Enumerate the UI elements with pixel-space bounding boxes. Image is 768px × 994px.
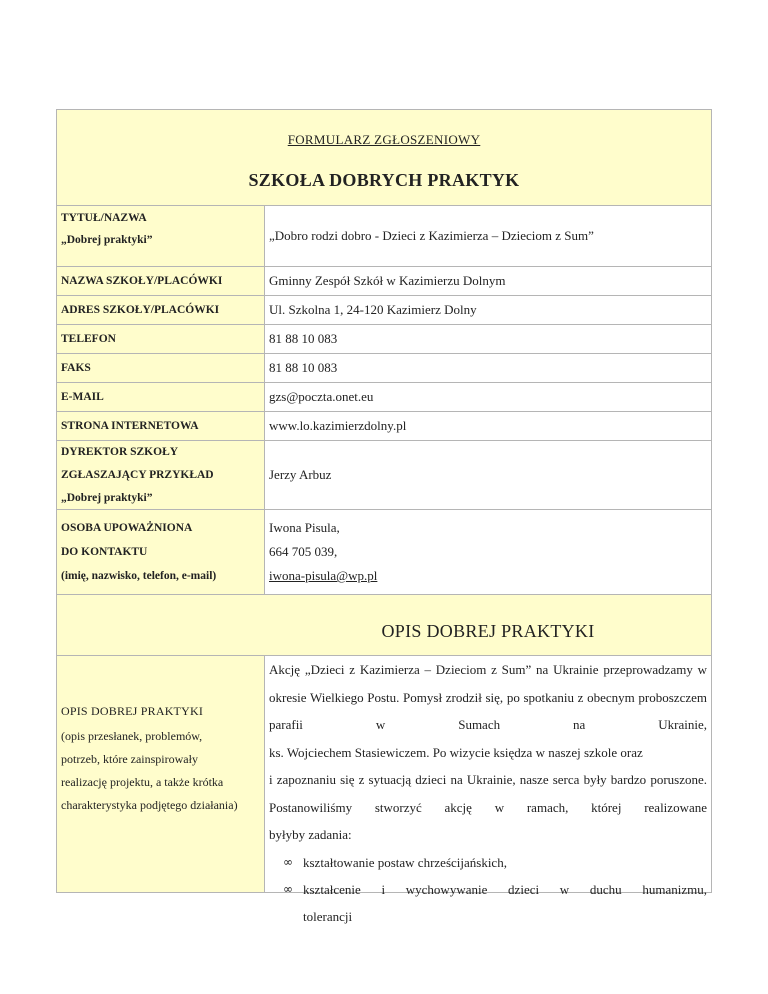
row-school-name-label: NAZWA SZKOŁY/PLACÓWKI	[57, 267, 265, 295]
label-line: realizację projektu, a także krótka	[61, 775, 224, 789]
list-item-continuation	[269, 903, 707, 930]
list-item-text: kształcenie i wychowywanie dzieci w duchu humanizmu,	[303, 881, 707, 897]
row-website-value: www.lo.kazimierzdolny.pl	[265, 412, 711, 440]
form-title: SZKOŁA DOBRYCH PRAKTYK	[248, 170, 520, 190]
row-title-label	[57, 206, 265, 266]
row-phone-value: 81 88 10 083	[265, 325, 711, 353]
description-paragraph: Akcję „Dzieci z Kazimierza – Dzieciom z Sum” na Ukrainie przeprowadzamy w okresie Wielkiego Postu. Pomysł zrodził się, po spotkaniu z obecnym proboszczem parafii w Sumach na Ukrainie,	[269, 662, 707, 732]
list-item	[269, 849, 707, 876]
row-contact-person	[57, 510, 711, 595]
bullet-spacer	[283, 903, 303, 930]
row-address	[57, 296, 711, 325]
row-title	[57, 206, 711, 267]
row-director-value: Jerzy Arbuz	[265, 441, 711, 509]
list-item	[269, 876, 707, 903]
row-title-value: „Dobro rodzi dobro - Dzieci z Kazimierza – Dzieciom z Sum”	[265, 206, 711, 266]
label-line: potrzeb, które zainspirowały	[61, 752, 198, 766]
infinity-bullet-icon: ∞	[283, 881, 293, 896]
description-label-title: OPIS DOBREJ PRAKTYKI	[61, 704, 204, 718]
row-description-label	[57, 656, 265, 892]
form-subtitle: FORMULARZ ZGŁOSZENIOWY	[287, 132, 481, 147]
row-description-value	[265, 656, 711, 924]
row-director	[57, 441, 711, 510]
label-line: „Dobrej praktyki”	[61, 491, 153, 504]
description-header	[57, 595, 711, 656]
row-fax	[57, 354, 711, 383]
application-form	[56, 109, 712, 924]
label-line: ZGŁASZAJĄCY PRZYKŁAD	[61, 468, 214, 481]
label-line: TYTUŁ/NAZWA	[61, 212, 147, 224]
contact-phone: 664 705 039,	[269, 544, 338, 559]
row-address-label: ADRES SZKOŁY/PLACÓWKI	[57, 296, 265, 324]
description-title: OPIS DOBREJ PRAKTYKI	[381, 621, 595, 641]
row-contact-person-value	[265, 510, 711, 594]
row-phone	[57, 325, 711, 354]
label-line: DYREKTOR SZKOŁY	[61, 445, 179, 458]
row-phone-label: TELEFON	[57, 325, 265, 353]
row-fax-value: 81 88 10 083	[265, 354, 711, 382]
label-line: charakterystyka podjętego działania)	[61, 798, 238, 812]
list-item-text: tolerancji	[303, 908, 353, 924]
row-school-name	[57, 267, 711, 296]
row-website	[57, 412, 711, 441]
description-paragraph: byłyby zadania:	[269, 827, 352, 842]
label-line: (imię, nazwisko, telefon, e-mail)	[61, 570, 217, 582]
row-email-label: E-MAIL	[57, 383, 265, 411]
row-email-value: gzs@poczta.onet.eu	[265, 383, 711, 411]
row-director-label	[57, 441, 265, 509]
row-website-label: STRONA INTERNETOWA	[57, 412, 265, 440]
label-line: DO KONTAKTU	[61, 546, 148, 558]
label-line: „Dobrej praktyki”	[61, 234, 153, 246]
contact-email-link[interactable]: iwona-pisula@wp.pl	[269, 568, 378, 583]
label-line: (opis przesłanek, problemów,	[61, 729, 203, 743]
description-paragraph: ks. Wojciechem Stasiewiczem. Po wizycie księdza w naszej szkole oraz	[269, 744, 643, 760]
contact-name: Iwona Pisula,	[269, 520, 340, 535]
list-item-text: kształtowanie postaw chrześcijańskich,	[303, 854, 507, 870]
row-address-value: Ul. Szkolna 1, 24-120 Kazimierz Dolny	[265, 296, 711, 324]
row-fax-label: FAKS	[57, 354, 265, 382]
label-line: OSOBA UPOWAŻNIONA	[61, 522, 193, 534]
description-paragraph: i zapoznaniu się z sytuacją dzieci na Ukrainie, nasze serca były bardzo poruszone. Postanowiliśmy stworzyć akcję w ramach, której realizowane	[269, 772, 707, 815]
row-contact-person-label	[57, 510, 265, 594]
row-description	[57, 656, 711, 924]
infinity-bullet-icon: ∞	[283, 854, 293, 869]
row-school-name-value: Gminny Zespół Szkół w Kazimierzu Dolnym	[265, 267, 711, 295]
form-header	[57, 110, 711, 206]
row-email	[57, 383, 711, 412]
